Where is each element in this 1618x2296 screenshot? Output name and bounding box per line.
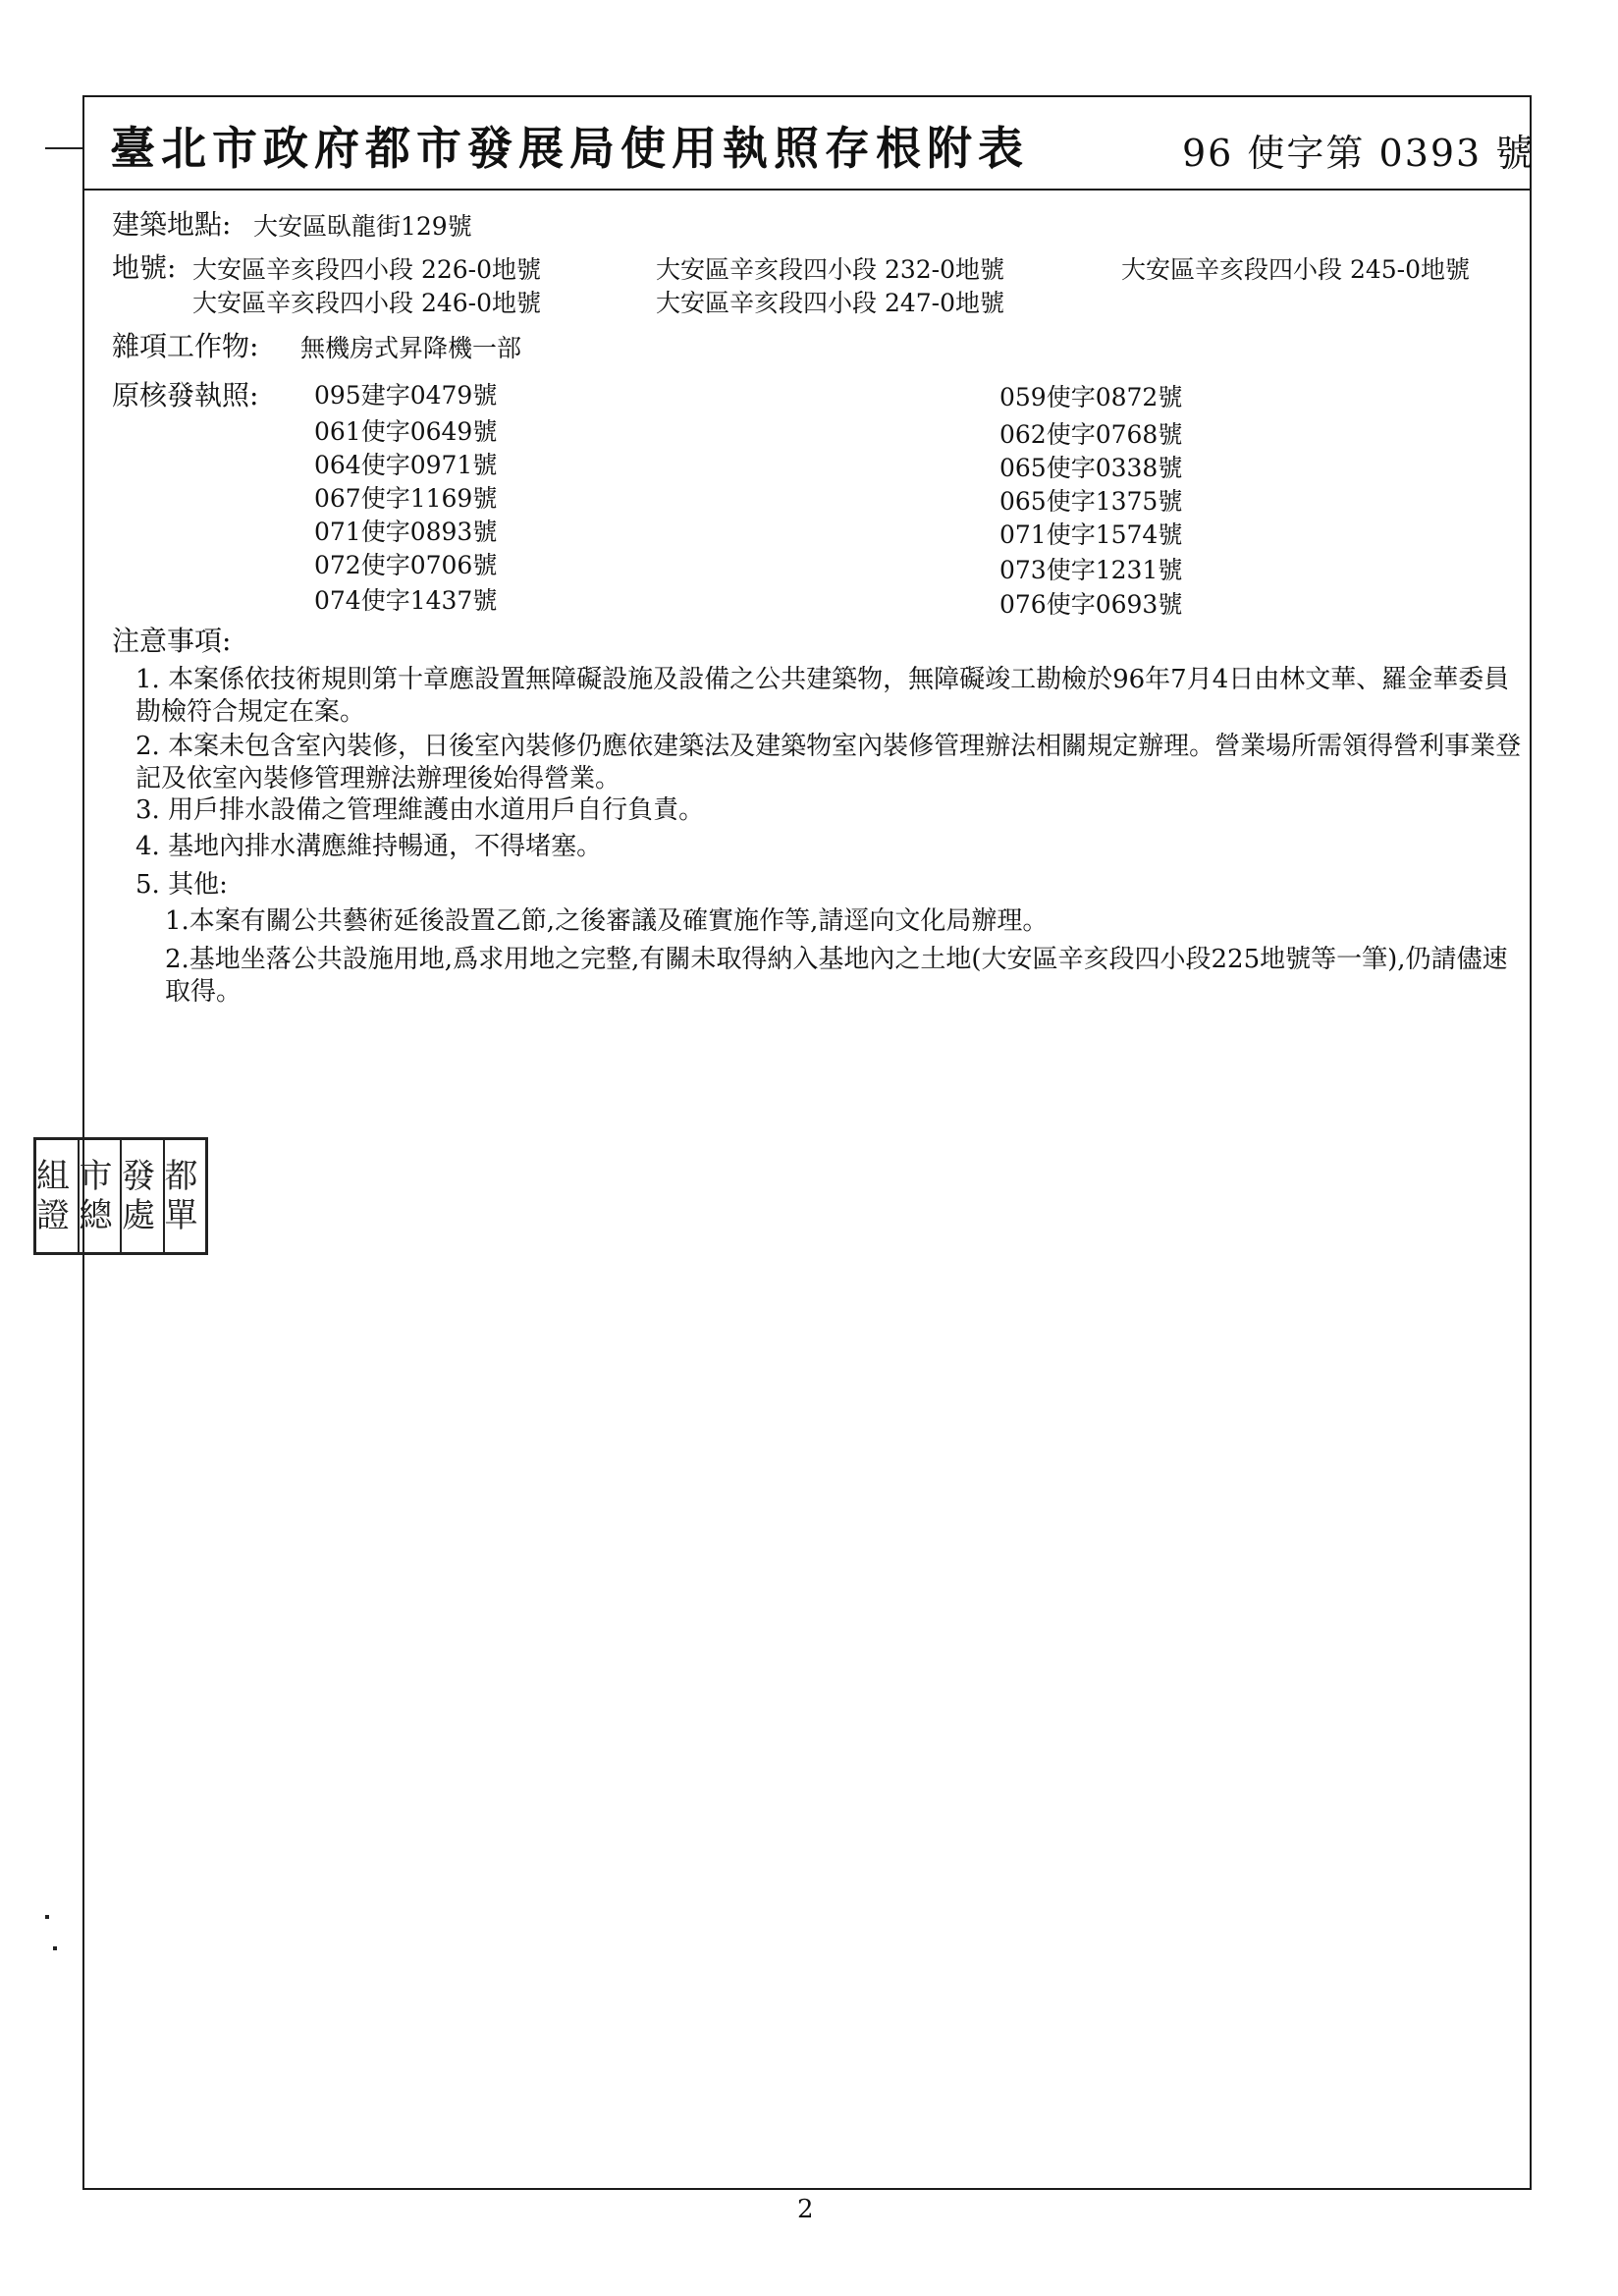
permit-right-item: 071使字1574號 (999, 520, 1183, 549)
permit-right-item: 073使字1231號 (999, 556, 1183, 584)
lot-item: 大安區辛亥段四小段 245-0地號 (1121, 255, 1471, 284)
note-item: 3. 用戶排水設備之管理維護由水道用戶自行負責。 (135, 795, 705, 825)
page-number: 2 (797, 2195, 814, 2224)
permit-left-item: 064使字0971號 (314, 451, 498, 479)
binding-dot (45, 1915, 49, 1919)
document-title: 臺北市政府都市發展局使用執照存根附表 (110, 122, 1029, 175)
seal-column: 市總 (80, 1140, 123, 1252)
permit-right-item: 059使字0872號 (999, 383, 1183, 411)
document-frame (82, 95, 1532, 2190)
note-item: 4. 基地內排水溝應維持暢通，不得堵塞。 (135, 832, 603, 861)
binding-dot (53, 1946, 57, 1950)
seal-column: 組證 (36, 1140, 80, 1252)
permit-left-item: 074使字1437號 (314, 586, 498, 615)
lot-item: 大安區辛亥段四小段 226-0地號 (192, 255, 542, 284)
note-sub-item: 2.基地坐落公共設施用地,爲求用地之完整,有關未取得納入基地內之土地(大安區辛亥段四小段225地號等一筆),仍請儘速取得。 (165, 945, 1508, 1007)
address-value: 大安區臥龍街129號 (253, 212, 472, 241)
lot-item: 大安區辛亥段四小段 247-0地號 (656, 289, 1005, 317)
permit-right-item: 065使字0338號 (999, 454, 1183, 482)
seal-column: 都單 (164, 1157, 198, 1235)
lot-item: 大安區辛亥段四小段 232-0地號 (656, 255, 1005, 284)
permit-left-item: 095建字0479號 (314, 381, 498, 410)
permit-right-item: 062使字0768號 (999, 420, 1183, 449)
note-item: 2. 本案未包含室內裝修，日後室內裝修仍應依建築法及建築物室內裝修管理辦法相關規定辦理。營業場所需領得營利事業登記及依室內裝修管理辦法辦理後始得營業。 (135, 732, 1522, 793)
permit-number: 96 使字第 0393 號 (1182, 132, 1536, 175)
permit-left-item: 071使字0893號 (314, 518, 498, 546)
permit-right-item: 065使字1375號 (999, 487, 1183, 516)
official-seal-stamp (33, 1137, 208, 1255)
binding-mark (45, 147, 82, 149)
permit-left-item: 072使字0706號 (314, 551, 498, 579)
notes-heading: 注意事項: (112, 625, 232, 657)
address-label: 建築地點: (112, 208, 232, 241)
permit-left-item: 067使字1169號 (314, 484, 498, 513)
note-item: 1. 本案係依技術規則第十章應設置無障礙設施及設備之公共建築物，無障礙竣工勘檢於96年7月4日由林文華、羅金華委員勘檢符合規定在案。 (135, 665, 1510, 727)
original-permits-label: 原核發執照: (112, 379, 259, 411)
permit-right-item: 076使字0693號 (999, 590, 1183, 619)
note-item: 5. 其他: (135, 870, 228, 900)
misc-structure-label: 雜項工作物: (112, 330, 259, 362)
lot-item: 大安區辛亥段四小段 246-0地號 (192, 289, 542, 317)
lot-label: 地號: (112, 251, 177, 284)
seal-column: 發處 (122, 1140, 165, 1252)
note-sub-item: 1.本案有關公共藝術延後設置乙節,之後審議及確實施作等,請逕向文化局辦理。 (165, 906, 1049, 936)
permit-left-item: 061使字0649號 (314, 417, 498, 446)
misc-structure-value: 無機房式昇降機一部 (300, 334, 522, 362)
